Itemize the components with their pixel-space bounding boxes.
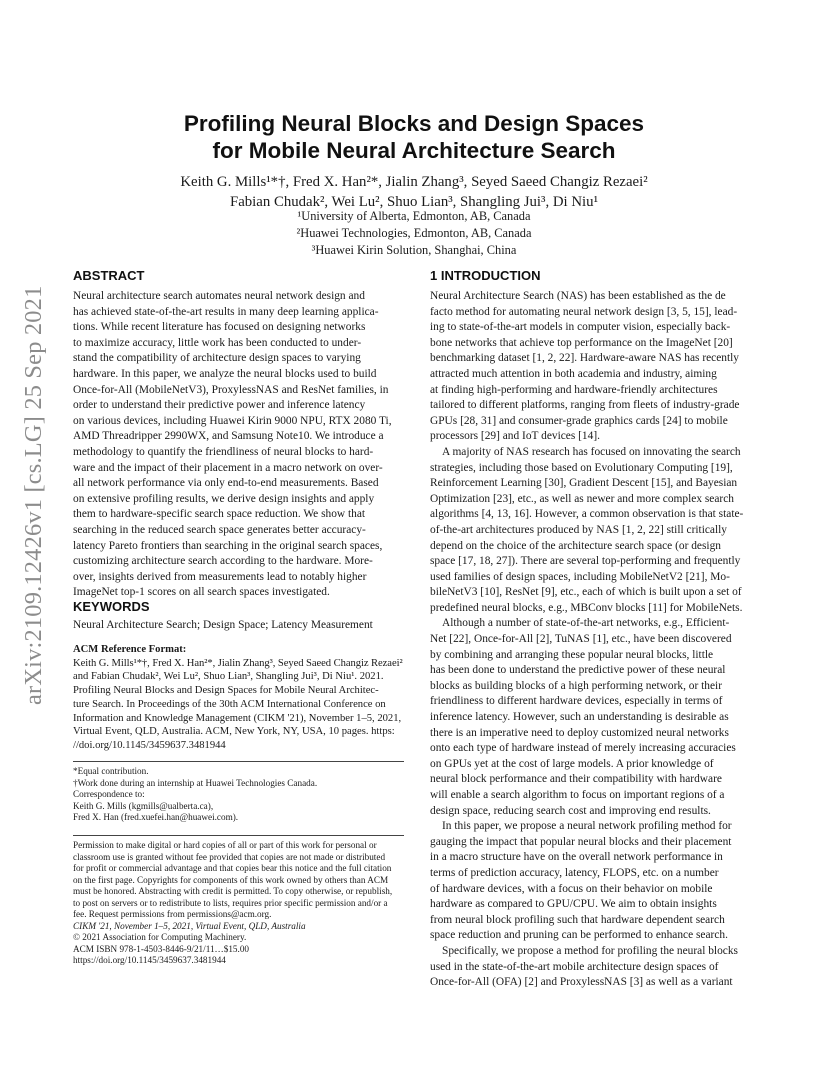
acm-reference-line: //doi.org/10.1145/3459637.3481944 [73,739,226,751]
acm-reference-line: Profiling Neural Blocks and Design Spaces for Mobile Neural Architec- [73,685,379,697]
introduction-body [430,289,763,991]
introduction-line: In this paper, we propose a neural network profiling method for [442,820,732,833]
introduction-line: bone networks that achieve top performance on the ImageNet [20] [430,336,733,349]
introduction-line: A majority of NAS research has focused on innovating the search [442,445,741,458]
paper-title-line-1: Profiling Neural Blocks and Design Spaces [183,111,645,136]
abstract-line: all network performance via only end-to-end measurements. Based [73,477,379,490]
abstract-line: searching in the reduced search space generates better accuracy- [73,523,366,536]
introduction-line: inference latency. However, such an understanding is desirable as [430,711,729,724]
introduction-line: predefined neural blocks, e.g., MBConv blocks [11] for MobileNets. [430,601,743,614]
permission-line: on the first page. Copyrights for components of this work owned by others than ACM [73,874,389,885]
affiliation-2: ²Huawei Technologies, Edmonton, AB, Canada [296,226,532,240]
keywords-text [73,618,406,634]
introduction-line: terms of prediction accuracy, latency, FLOPS, etc. on a number [430,866,719,879]
introduction-line: processors [29] and IoT devices [14]. [430,430,600,443]
arxiv-stamp [12,255,52,705]
permission-line: CIKM '21, November 1–5, 2021, Virtual Event, QLD, Australia [73,920,306,931]
introduction-line: at finding high-performing and hardware-friendly architectures [430,383,718,396]
permission-rule [73,835,404,836]
permission-line: must be honored. Abstracting with credit is permitted. To copy otherwise, or republish, [73,886,393,896]
abstract-line: them to hardware-specific search space reduction. We show that [73,508,366,521]
introduction-line: strategies, including those based on Evolutionary Computing [19], [430,461,733,474]
introduction-line: by combining and arranging these popular neural blocks, little [430,648,714,661]
introduction-line: of hardware devices, with a focus on their behavior on mobile [430,882,713,895]
introduction-line: friendliness to different hardware devices, especially in terms of [430,695,723,708]
introduction-line: there is an imperative need to deploy customized neural networks [430,726,729,739]
introduction-line: depend on the choice of the architecture search space (or design [430,539,721,552]
acm-reference-line: Virtual Event, QLD, Australia. ACM, New York, NY, USA, 10 pages. https: [73,726,395,738]
introduction-line: Neural Architecture Search (NAS) has been established as the de [430,290,726,302]
abstract-body [73,289,406,601]
abstract-line: methodology to quantify the friendliness of neural blocks to hard- [73,445,374,458]
abstract-line: stand the compatibility of architecture design spaces to varying [73,352,361,365]
introduction-line: will enable a search algorithm to focus on important regions of a [430,789,725,801]
introduction-line: space [17, 18, 27]). There are several top-performing and frequently [430,555,741,568]
footnotes [73,766,403,824]
introduction-heading: 1 INTRODUCTION [430,268,541,283]
footnote-line: *Equal contribution. [73,766,149,776]
introduction-line: has been done to understand the predictive power of these neural [430,664,726,677]
permission-line: classroom use is granted without fee provided that copies are not made or distributed [73,851,386,862]
abstract-heading: ABSTRACT [73,268,145,283]
author-line-2: Fabian Chudak², Wei Lu², Shuo Lian³, Shangling Jui³, Di Niu¹ [229,194,598,210]
acm-reference [73,643,403,753]
arxiv-identifier: arXiv:2109.12426v1 [cs.LG] 25 Sep 2021 [20,285,47,705]
author-line-1: Keith G. Mills¹*†, Fred X. Han²*, Jialin Zhang³, Seyed Saeed Changiz Rezaei² [180,174,648,190]
introduction-line: attracted much attention in both academia and industry, aiming [430,367,717,380]
introduction-line: Optimization [23], etc., as well as newer and more complex search [430,492,734,505]
keywords-heading: KEYWORDS [73,599,150,614]
introduction-line: facto method for automating neural network design [3, 5, 15], lead- [430,305,738,318]
introduction-line: hardware as compared to GPU/CPU. We aim to obtain insights [430,898,717,911]
introduction-line: neural block performance and their compatibility with hardware [430,773,722,786]
acm-reference-heading: ACM Reference Format: [73,644,187,655]
footnote-line: Fred X. Han (fred.xuefei.han@huawei.com). [73,812,239,822]
abstract-line: latency Pareto frontiers than searching in the original search spaces, [73,539,383,552]
permission-line: © 2021 Association for Computing Machinery. [73,932,247,942]
introduction-line: Specifically, we propose a method for profiling the neural blocks [442,944,738,957]
introduction-line: space reduction and pruning can be performed to enhance search. [430,929,728,942]
introduction-line: Although a number of state-of-the-art networks, e.g., Efficient- [442,617,730,630]
permission-line: to post on servers or to redistribute to lists, requires prior specific permission and/or a [73,897,388,908]
abstract-line: order to understand their predictive power and inference latency [73,399,366,412]
abstract-line: Once-for-All (MobileNetV3), ProxylessNAS and ResNet families, in [73,383,389,396]
introduction-line: used in the state-of-the-art mobile architecture design spaces of [430,960,719,973]
affiliation-1: ¹University of Alberta, Edmonton, AB, Canada [297,209,531,223]
abstract-line: hardware. In this paper, we analyze the neural blocks used to build [73,367,377,380]
introduction-line: blocks as building blocks of a high performing network, or their [430,679,722,692]
footnote-line: †Work done during an internship at Huawei Technologies Canada. [73,777,318,788]
affiliation-3: ³Huawei Kirin Solution, Shanghai, China [311,243,517,257]
introduction-line: from neural block profiling such that hardware dependent search [430,913,725,926]
introduction-line: onto each type of hardware instead of merely increasing accuracies [430,742,736,755]
introduction-line: of-the-art architectures produced by NAS [1, 2, 22] still critically [430,523,728,536]
permission-line: ACM ISBN 978-1-4503-8446-9/21/11…$15.00 [73,943,250,954]
introduction-line: bileNetV3 [10], ResNet [9], etc., each of which is built upon a set of [430,586,742,599]
introduction-line: Net [22], Once-for-All [2], TuNAS [1], etc., have been discovered [430,633,732,646]
permission-block [73,840,403,967]
abstract-line: ImageNet top-1 scores on all search spaces investigated. [73,586,330,599]
abstract-line: tions. While recent literature has focused on designing networks [73,321,366,334]
permission-line: for profit or commercial advantage and that copies bear this notice and the full citation [73,863,392,873]
introduction-line: algorithms [4, 13, 16]. However, a common observation is that state- [430,508,744,521]
introduction-line: benchmarking dataset [1, 2, 22]. Hardware-aware NAS has recently [430,352,740,365]
acm-reference-line: and Fabian Chudak², Wei Lu², Shuo Lian³, Shangling Jui³, Di Niu¹. 2021. [73,671,384,683]
introduction-line: used families of design spaces, including MobileNetV2 [21], Mo- [430,570,730,583]
paper-title-line-2: for Mobile Neural Architecture Search [212,138,616,163]
introduction-line: in a macro structure have on the overall network performance in [430,851,723,864]
abstract-line: on various devices, including Huawei Kirin 9000 NPU, RTX 2080 Ti, [73,414,392,427]
footnote-line: Correspondence to: [73,789,145,799]
abstract-line: customizing architecture search according to the hardware. More- [73,555,373,568]
introduction-line: GPUs [28, 31] and consumer-grade graphics cards [24] to mobile [430,414,728,427]
keywords-line: Neural Architecture Search; Design Space; Latency Measurement [73,619,373,631]
permission-line: fee. Request permissions from permissions@acm.org. [73,909,272,919]
introduction-line: ing to state-of-the-art models in computer vision, especially back- [430,321,731,334]
abstract-line: on extensive profiling results, we derive design insights and apply [73,492,375,505]
introduction-line: tailored to different platforms, ranging from fleets of industry-grade [430,399,740,412]
abstract-line: ware and the impact of their placement in a macro network on over- [73,461,383,474]
abstract-line: has achieved state-of-the-art results in many deep learning applica- [73,305,379,318]
acm-reference-line: Information and Knowledge Management (CIKM '21), November 1–5, 2021, [73,712,402,724]
introduction-line: Reinforcement Learning [30], Gradient Descent [15], and Bayesian [430,477,738,490]
acm-reference-line: ture Search. In Proceedings of the 30th ACM International Conference on [73,698,386,710]
permission-line: Permission to make digital or hard copies of all or part of this work for personal or [73,840,377,850]
introduction-line: design space, reducing search cost and improving end results. [430,804,711,817]
abstract-line: Neural architecture search automates neural network design and [73,290,365,302]
abstract-line: to maximize accuracy, little work has been conducted to under- [73,336,362,349]
introduction-line: gauging the impact that popular neural blocks and their placement [430,835,732,848]
permission-line: https://doi.org/10.1145/3459637.3481944 [73,955,226,965]
acm-reference-line: Keith G. Mills¹*†, Fred X. Han²*, Jialin Zhang³, Seyed Saeed Changiz Rezaei² [73,657,403,669]
abstract-line: over, insights derived from measurements lead to notably higher [73,570,367,583]
introduction-line: on GPUs yet at the cost of large models. A prior knowledge of [430,757,714,770]
introduction-line: Once-for-All (OFA) [2] and ProxylessNAS [3] as well as a variant [430,976,733,989]
abstract-line: AMD Threadripper 2990WX, and Samsung Note10. We introduce a [73,430,384,443]
footnote-line: Keith G. Mills (kgmills@ualberta.ca), [73,800,214,811]
footnote-rule [73,761,404,762]
